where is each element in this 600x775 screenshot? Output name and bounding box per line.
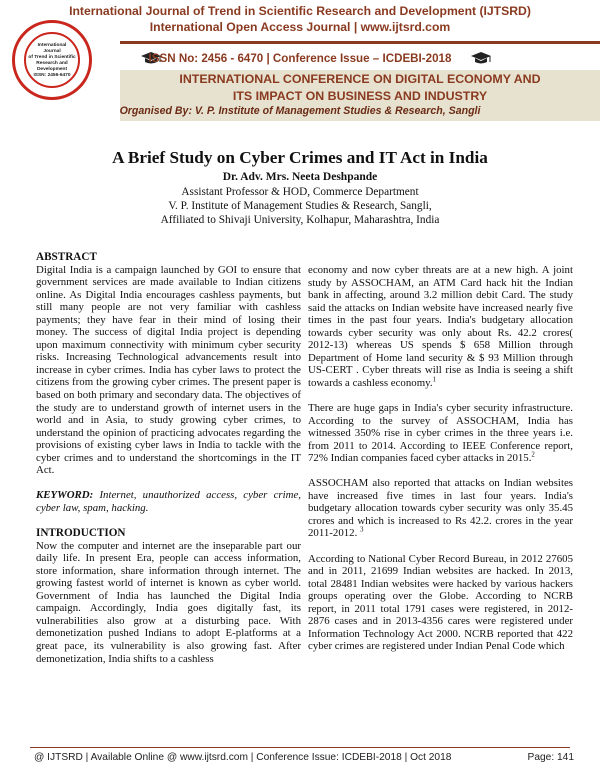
introduction-text: Now the computer and internet are the inseparable part our daily life. In present Era, people can access information, store information, share information through internet. The growing fastest world of internet is known as cyber world. Government of India has launched the Digital India campaign. Accordingly, India goes digitally fast, its vulnerabilities also grow at a disturbing pace. With demonetization pushed Indians to adopt E-platforms at a great pace, its vulnerability is also growing fast. After demonetization, India shifts to a cashless: [36, 539, 301, 665]
right-paragraph-4: According to National Cyber Record Bureau, in 2012 27605 and in 2011, 21699 Indian websites are hacked. In 2013, total 28481 Indian websites were hacked by various hackers groups operating over the Globe. According to NCRB report, in 2011 total 1791 cases were registered, in 2012-2876 cases and in 2013-4356 cares were registered under Information Technology Act 2000. NCRB reported that 422 cyber crimes are registered under Indian Penal Code which: [308, 552, 573, 653]
logo-text: International Journal of Trend in Scientific Research and Development ISSN: 2456-6470: [28, 43, 76, 78]
right-paragraph-1: economy and now cyber threats are at a new high. A joint study by ASSOCHAM, an ATM Card hack hit the Indian bank in affecting, around 3.2 million debit Card. The study said the attacks on Indian website have increased nearly five times in the past four years. India's budgetary allocation towards cyber security was only about Rs. 42.2 crores( 2012-13) whereas US spends $ 658 Million through Department of Home land security & $ 93 Million through US-CERT . Cyber threats will rise as India is seeing a shift towards a cashless economy.$^1$: [308, 264, 573, 389]
introduction-heading: INTRODUCTION: [36, 527, 126, 540]
keyword-text: Internet, unauthorized access, cyber crime, cyber law, spam, hacking.: [36, 489, 301, 514]
footnote-ref: 3: [360, 525, 364, 534]
keyword-label: KEYWORD:: [36, 489, 94, 502]
abstract-heading: ABSTRACT: [36, 251, 97, 263]
abstract-text: Digital India is a campaign launched by GOI to ensure that government services are made available to Indian citizens online. As Digital India encourages cashless payments, but still many people are not very familiar with cashless payments; they have fear in their mind of losing their money. The success of digital India project is depending upon maximum connectivity with minimum cyber security risks. Increasing Technological advancements result into increase in cyber crimes. India has cyber laws to protect the citizens from the growing cyber crimes. The present paper is based on both primary and secondary data. The objectives of the study are to understand growth of internet users in the world and in Asia, to study growing cyber crimes, to understand the opinion of practicing advocates regarding the provisions of existing cyber laws in India to tackle with the cyber crimes and to understand the shortcomings in the IT Act.: [36, 263, 301, 477]
footnote-ref: 2: [531, 450, 535, 459]
affiliation-line-2: V. P. Institute of Management Studies & Research, Sangli,: [168, 200, 432, 212]
journal-subtitle: International Open Access Journal | www.ijtsrd.com: [149, 20, 451, 34]
right-column: [308, 264, 573, 653]
affiliation-line-1: Assistant Professor & HOD, Commerce Department: [181, 186, 419, 198]
footer-info: @ IJTSRD | Available Online @ www.ijtsrd.com | Conference Issue: ICDEBI-2018 | Oct 2018: [34, 752, 452, 763]
left-column: [36, 251, 301, 665]
affiliation-line-3: Affiliated to Shivaji University, Kolhapur, Maharashtra, India: [160, 214, 440, 226]
keywords: [36, 489, 301, 514]
header-divider: [120, 41, 600, 44]
author-name: Dr. Adv. Mrs. Neeta Deshpande: [222, 171, 378, 183]
page-number: Page: 141: [527, 752, 574, 763]
organised-by: Organised By: V. P. Institute of Management Studies & Research, Sangli: [119, 105, 481, 117]
page-footer: [34, 752, 574, 763]
paper-title: A Brief Study on Cyber Crimes and IT Act in India: [112, 148, 488, 167]
issn-line: ISSN No: 2456 - 6470 | Conference Issue – ICDEBI-2018: [148, 52, 452, 65]
conference-title-line-2: ITS IMPACT ON BUSINESS AND INDUSTRY: [232, 89, 488, 103]
right-paragraph-2: There are huge gaps in India's cyber security infrastructure. According to the survey of ASSOCHAM, India has witnessed 350% rise in cyber crimes in the three years i.e. from 2011 to 2014. According to IEEE Conference report, 72% Indian companies faced cyber attacks in 2015.$^2$: [308, 402, 573, 465]
footer-divider: [30, 747, 570, 748]
conference-title-line-1: INTERNATIONAL CONFERENCE ON DIGITAL ECONOMY AND: [179, 72, 541, 86]
journal-name: International Journal of Trend in Scientific Research and Development (IJTSRD): [69, 4, 531, 18]
footnote-ref: 1: [432, 375, 437, 384]
journal-header: [0, 0, 600, 140]
right-paragraph-3: ASSOCHAM also reported that attacks on Indian websites have increased five times in last four years. India's budgetary allocation towards cyber security was only 35.45 crores and which is increased to Rs 42.2. crores in the year 2011-2012. $^3$: [308, 477, 573, 540]
